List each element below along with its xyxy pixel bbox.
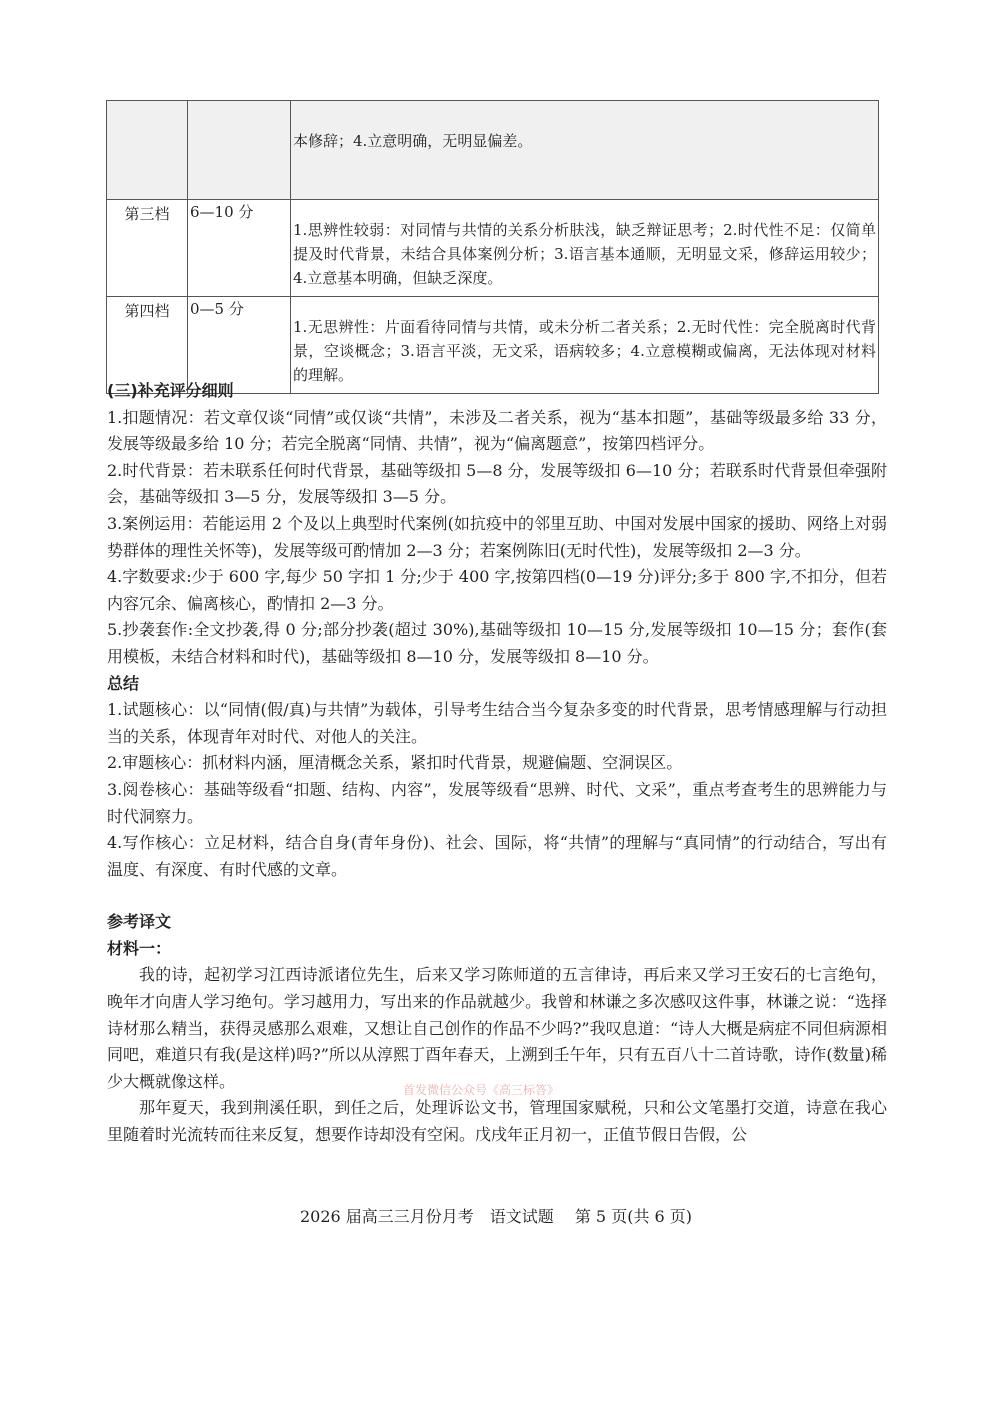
translation-heading: 参考译文 <box>107 912 172 932</box>
rule-item: 5.抄袭套作:全文抄袭,得 0 分;部分抄袭(超过 30%),基础等级扣 10—15 分,发展等级扣 10—15 分；套作(套用模板，未结合材料和时代)，基础等级扣 8—10 分，发展等级扣 8—10 分。 <box>107 620 887 666</box>
table-row <box>107 101 879 200</box>
watermark: 首发微信公众号《高三标答》 <box>403 1083 560 1097</box>
desc-cell: 1.无思辨性：片面看待同情与共情，或未分析二者关系；2.无时代性：完全脱离时代背景，空谈概念；3.语言平淡，无文采，语病较多；4.立意模糊或偏离，无法体现对材料的理解。 <box>291 297 879 394</box>
level-cell: 第三档 <box>107 200 188 297</box>
desc-cell: 本修辞；4.立意明确，无明显偏差。 <box>291 101 879 200</box>
score-cell <box>188 101 291 200</box>
translation-paragraph: 我的诗，起初学习江西诗派诸位先生，后来又学习陈师道的五言律诗，再后来又学习王安石的七言绝句，晚年才向唐人学习绝句。学习越用力，写出来的作品就越少。我曾和林谦之多次感叹这件事，林谦之说：“选择诗材那么精当，获得灵感那么艰难，又想让自己创作的作品不少吗?”我叹息道：“诗人大概是病症不同但病源相同吧，难道只有我(是这样)吗?”所以从淳熙丁酉年春天，上溯到壬午年，只有五百八十二首诗歌，诗作(数量)稀少大概就像这样。 <box>107 965 887 1091</box>
summary-item: 1.试题核心：以“同情(假/真)与共情”为载体，引导考生结合当今复杂多变的时代背景，思考情感理解与行动担当的关系，体现青年对时代、对他人的关注。 <box>107 700 887 746</box>
rule-item: 2.时代背景：若未联系任何时代背景，基础等级扣 5—8 分，发展等级扣 6—10 分；若联系时代背景但牵强附会，基础等级扣 3—5 分，发展等级扣 3—5 分。 <box>107 460 887 507</box>
translation-subheading: 材料一： <box>107 938 172 958</box>
level-cell <box>107 101 188 200</box>
summary-item: 4.写作核心：立足材料，结合自身(青年身份)、社会、国际，将“共情”的理解与“真同情”的行动结合，写出有温度、有深度、有时代感的文章。 <box>107 833 887 879</box>
rule-item: 4.字数要求:少于 600 字,每少 50 字扣 1 分;少于 400 字,按第四档(0—19 分)评分;多于 800 字,不扣分，但若内容冗余、偏离核心，酌情扣 2—3 分。 <box>107 567 887 613</box>
summary-item: 2.审题核心：抓材料内涵，厘清概念关系，紧扣时代背景，规避偏题、空洞误区。 <box>107 753 683 773</box>
table-row <box>107 200 879 297</box>
page-footer: 2026 届高三三月份月考 语文试题 第 5 页(共 6 页) <box>299 1207 693 1226</box>
rule-item: 1.扣题情况：若文章仅谈“同情”或仅谈“共情”，未涉及二者关系，视为“基本扣题”，基础等级最多给 33 分，发展等级最多给 10 分；若完全脱离“同情、共情”，视为“偏离题意”，按第四档评分。 <box>107 407 887 454</box>
desc-cell: 1.思辨性较弱：对同情与共情的关系分析肤浅，缺乏辩证思考；2.时代性不足：仅简单提及时代背景，未结合具体案例分析；3.语言基本通顺，无明显文采，修辞运用较少；4.立意基本明确，但缺乏深度。 <box>291 200 879 297</box>
scoring-table <box>106 100 879 394</box>
rule-item: 3.案例运用：若能运用 2 个及以上典型时代案例(如抗疫中的邻里互助、中国对发展中国家的援助、网络上对弱势群体的理性关怀等)，发展等级可酌情加 2—3 分；若案例陈旧(无时代性)，发展等级扣 2—3 分。 <box>107 513 887 560</box>
level-cell: 第四档 <box>107 297 188 394</box>
score-cell: 0—5 分 <box>188 297 291 394</box>
summary-heading: 总结 <box>107 673 140 693</box>
summary-item: 3.阅卷核心：基础等级看“扣题、结构、内容”，发展等级看“思辨、时代、文采”，重点考查考生的思辨能力与时代洞察力。 <box>107 779 887 826</box>
score-cell: 6—10 分 <box>188 200 291 297</box>
translation-paragraph: 那年夏天，我到荆溪任职，到任之后，处理诉讼文书，管理国家赋税，只和公文笔墨打交道，诗意在我心里随着时光流转而往来反复，想要作诗却没有空闲。戊戌年正月初一，正值节假日告假，公 <box>107 1098 887 1145</box>
rules-heading: (三)补充评分细则 <box>107 381 234 400</box>
document-body <box>107 378 887 1149</box>
